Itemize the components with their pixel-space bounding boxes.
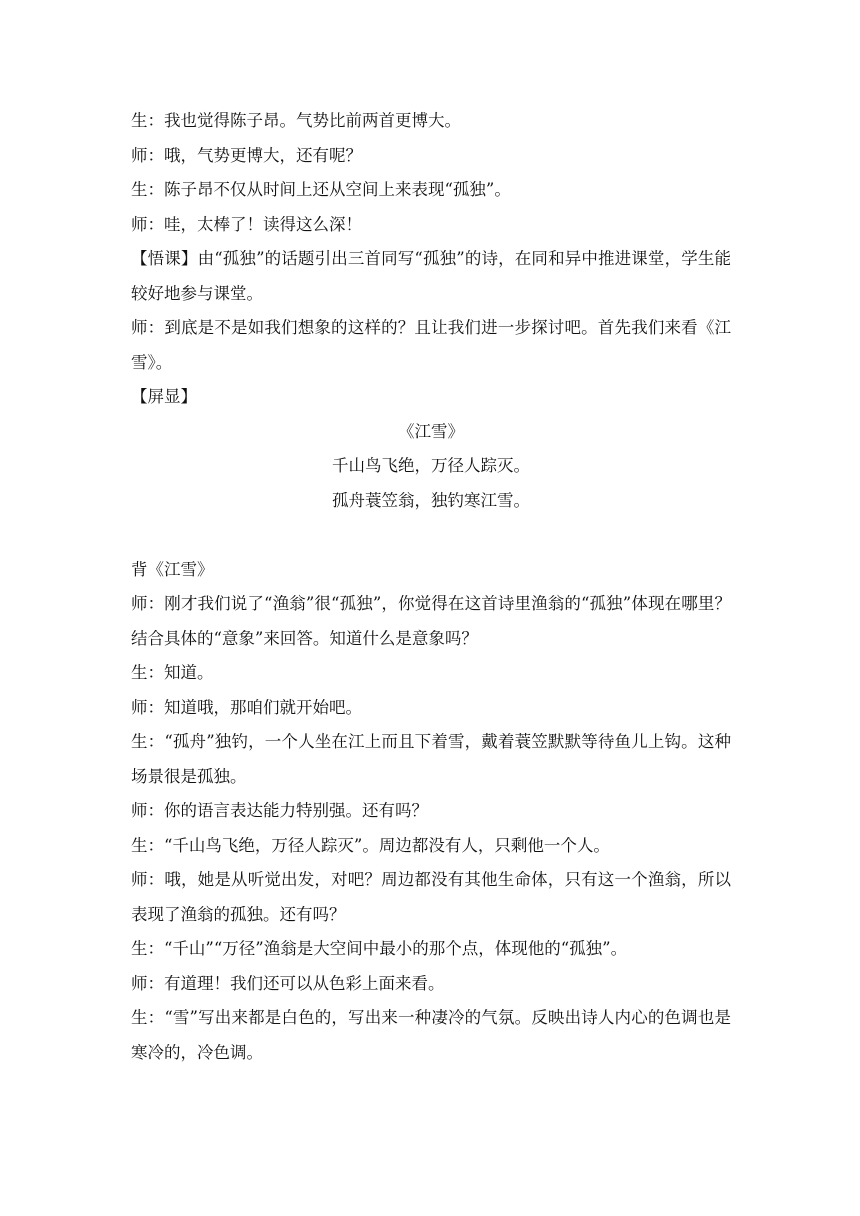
screen-display-label: 【屏显】 — [131, 387, 197, 406]
blank-line — [131, 518, 731, 553]
document-body — [131, 104, 731, 1070]
commentary-paragraph: 【悟课】由“孤独”的话题引出三首同写“孤独”的诗，在同和异中推进课堂，学生能较好地参与课堂。 — [131, 249, 731, 303]
paragraph: 师：你的语言表达能力特别强。还有吗？ — [131, 801, 428, 820]
paragraph: 生：陈子昂不仅从时间上还从空间上来表现“孤独”。 — [131, 180, 511, 199]
paragraph: 师：到底是不是如我们想象的这样的？且让我们进一步探讨吧。首先我们来看《江雪》。 — [131, 318, 731, 372]
poem-line: 孤舟蓑笠翁，独钓寒江雪。 — [332, 490, 530, 510]
paragraph: 生：我也觉得陈子昂。气势比前两首更博大。 — [131, 111, 461, 130]
paragraph: 师：哇，太棒了！读得这么深！ — [131, 214, 362, 234]
paragraph: 生：“千山”“万径”渔翁是大空间中最小的那个点，体现他的“孤独”。 — [131, 939, 628, 958]
paragraph: 师：刚才我们说了“渔翁”很“孤独”，你觉得在这首诗里渔翁的“孤独”体现在哪里？结合具体的“意象”来回答。知道什么是意象吗？ — [131, 594, 731, 648]
paragraph: 生：“雪”写出来都是白色的，写出来一种凄冷的气氛。反映出诗人内心的色调也是寒冷的，冷色调。 — [131, 1008, 731, 1062]
poem-block — [131, 415, 731, 519]
paragraph: 师：哦，气势更博大，还有呢？ — [131, 145, 362, 165]
paragraph: 师：有道理！我们还可以从色彩上面来看。 — [131, 973, 445, 993]
paragraph: 背《江雪》 — [131, 559, 214, 579]
paragraph: 师：知道哦，那咱们就开始吧。 — [131, 697, 362, 717]
poem-line: 千山鸟飞绝，万径人踪灭。 — [332, 456, 530, 475]
paragraph: 生：“千山鸟飞绝，万径人踪灭”。周边都没有人，只剩他一个人。 — [131, 835, 610, 855]
poem-title: 《江雪》 — [398, 421, 464, 441]
paragraph: 生：知道。 — [131, 663, 214, 682]
paragraph: 师：哦，她是从听觉出发，对吧？周边都没有其他生命体，只有这一个渔翁，所以表现了渔翁的孤独。还有吗？ — [131, 870, 731, 924]
paragraph: 生：“孤舟”独钓，一个人坐在江上而且下着雪，戴着蓑笠默默等待鱼儿上钩。这种场景很是孤独。 — [131, 732, 731, 786]
